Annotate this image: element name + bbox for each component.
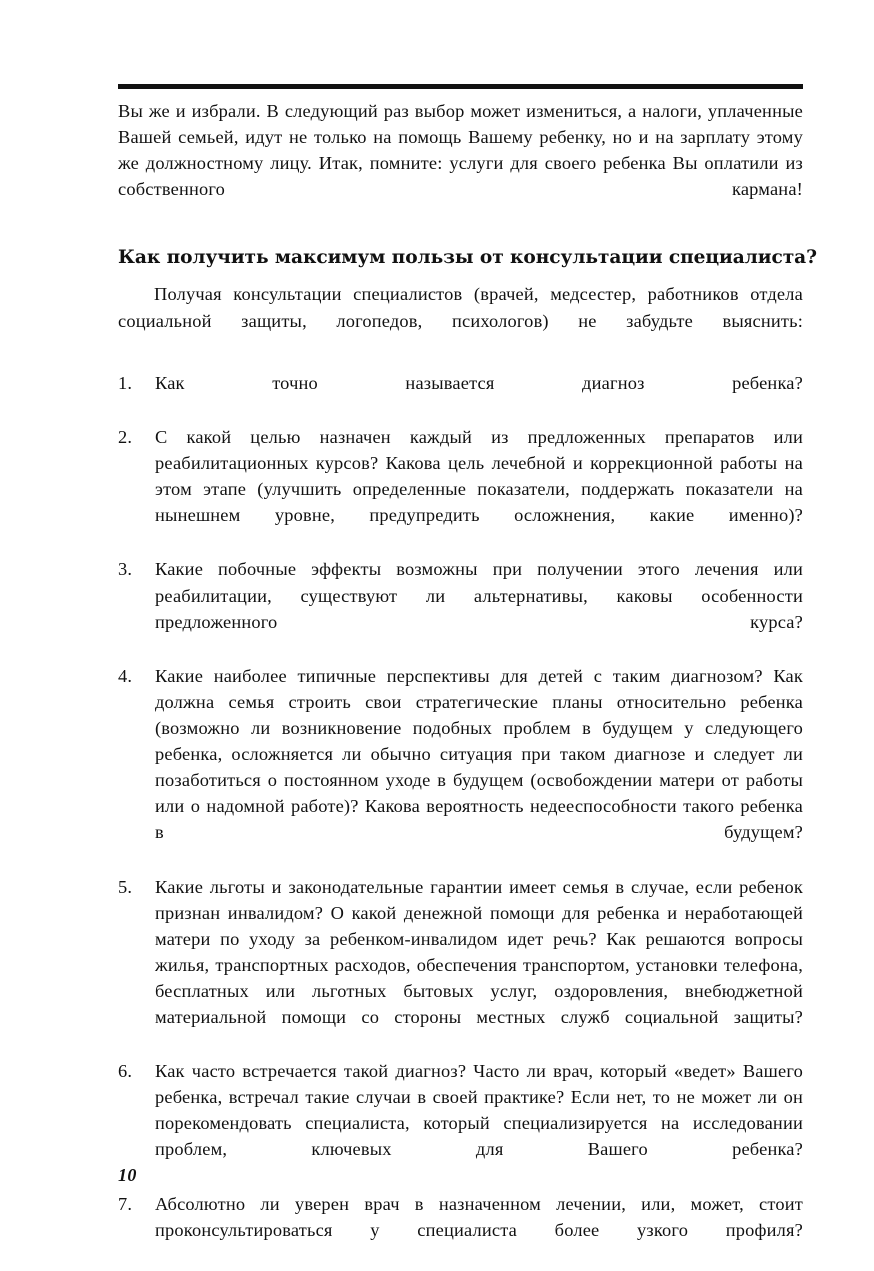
text-column — [118, 98, 817, 1271]
list-item-text: Какие наиболее типичные перспективы для детей с таким диагнозом? Как должна семья строить свои стратегические планы относительно ребенка (возможно ли возникновение подобных проблем в будущем у следующего ребенка, осложняется ли обычно ситуация при таком диагнозе и следует ли позаботиться о постоянном уходе в будущем (освобождении матери от работы или о надомной работе)? Какова вероятность недееспособности такого ребенка в будущем? — [155, 665, 803, 843]
page-number: 10 — [118, 1165, 137, 1185]
questions-list — [118, 370, 803, 1269]
list-item-text: Абсолютно ли уверен врач в назначенном лечении, или, может, стоит проконсультироваться у специалиста более узкого профиля? — [155, 1193, 803, 1240]
list-item — [118, 663, 803, 872]
list-item-number: 3. — [118, 559, 133, 580]
header-rule — [118, 84, 803, 89]
list-item-number: 6. — [118, 1061, 133, 1082]
list-item-number: 7. — [118, 1193, 133, 1214]
list-item — [118, 1191, 803, 1269]
list-item-text: Какие побочные эффекты возможны при получении этого лечения или реабилитации, существуют ли альтернативы, каковы особенности предложенного курса? — [155, 559, 803, 632]
intro-paragraph: Вы же и избрали. В следующий раз выбор может измениться, а налоги, уплаченные Вашей семьей, идут не только на помощь Вашему ребенку, но и на зарплату этому же должностному лицу. Итак, помните: услуги для своего ребенка Вы оплатили из собственного кармана! — [118, 101, 803, 200]
list-item — [118, 874, 803, 1057]
list-item-text: Как часто встречается такой диагноз? Часто ли врач, который «ведет» Вашего ребенка, встречал такие случаи в своей практике? Если нет, то не может ли он порекомендовать специалиста, который специализируется на исследовании проблем, ключевых для Вашего ребенка? — [155, 1061, 803, 1160]
list-item-number: 1. — [118, 372, 133, 393]
list-item-text: Как точно называется диагноз ребенка? — [155, 372, 803, 393]
list-item — [118, 1058, 803, 1188]
list-item — [118, 370, 803, 422]
section-heading: Как получить максимум пользы от консультации специалиста? — [118, 247, 817, 269]
list-item-text: Какие льготы и законодательные гарантии имеет семья в случае, если ребенок признан инвалидом? О какой денежной помощи для ребенка и неработающей матери по уходу за ребенком-инвалидом идет речь? Как решаются вопросы жилья, транспортных расходов, обеспечения транспортом, установки телефона, бесплатных или льготных бытовых услуг, оздоровления, внебюджетной материальной помощи со стороны местных служб социальной защиты? — [155, 876, 803, 1027]
list-item-number: 5. — [118, 876, 133, 897]
lead-paragraph: Получая консультации специалистов (врачей, медсестер, работников отдела социальной защиты, логопедов, психологов) не забудьте выяснить: — [118, 284, 803, 331]
list-item-number: 4. — [118, 665, 133, 686]
list-item-text: С какой целью назначен каждый из предложенных препаратов или реабилитационных курсов? Какова цель лечебной и коррекционной работы на этом этапе (улучшить определенные показатели, поддержать показатели на нынешнем уровне, предупредить осложнения, какие именно)? — [155, 426, 803, 526]
list-item-number: 2. — [118, 426, 133, 447]
list-item — [118, 424, 803, 554]
list-item — [118, 556, 803, 660]
